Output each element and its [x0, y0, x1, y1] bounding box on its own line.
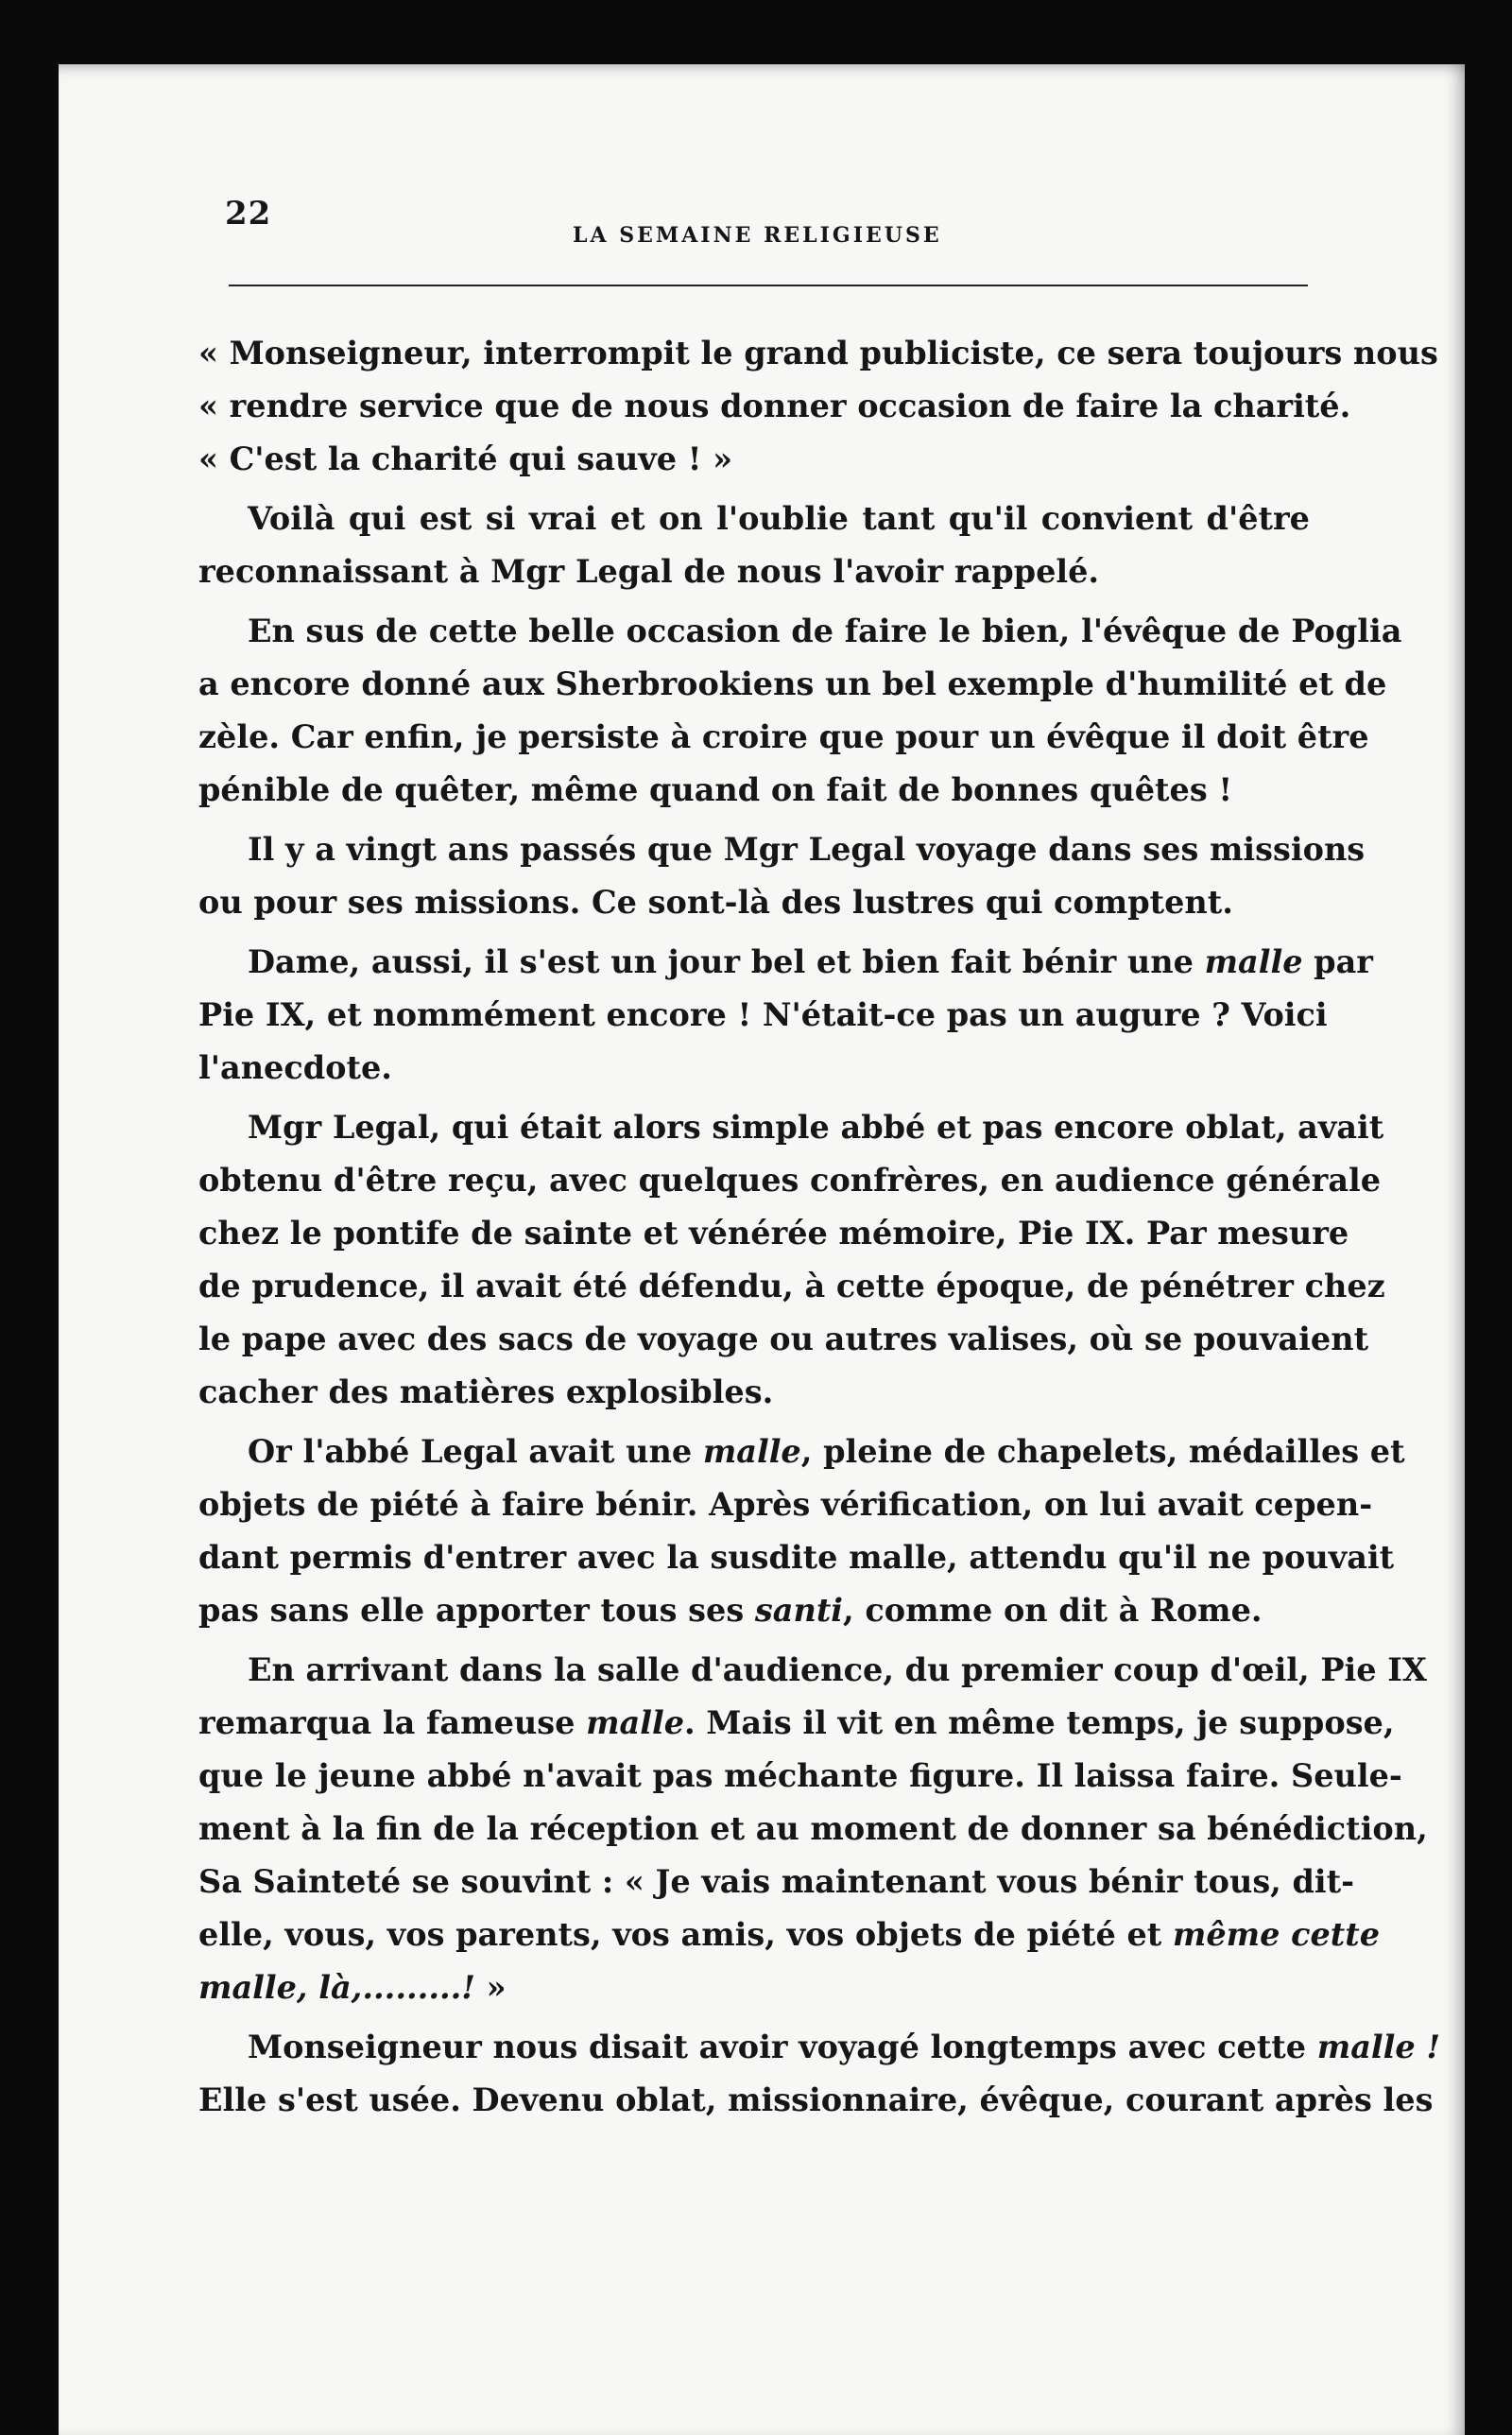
- text-line: de prudence, il avait été défendu, à cette époque, de pénétrer chez: [198, 1268, 1385, 1304]
- header-rule: [229, 285, 1308, 286]
- text-line: « C'est la charité qui sauve ! »: [198, 440, 733, 477]
- text-line: zèle. Car enfin, je persiste à croire que pour un évêque il doit être: [198, 718, 1369, 755]
- text-line: Sa Sainteté se souvint : « Je vais maintenant vous bénir tous, dit-: [198, 1863, 1355, 1900]
- text-line: Or l'abbé Legal avait une malle, pleine de chapelets, médailles et: [248, 1433, 1405, 1470]
- text-line: ment à la fin de la réception et au moment de donner sa bénédiction,: [198, 1810, 1428, 1847]
- text-line: malle, là,.........! »: [198, 1969, 507, 2006]
- text-line: que le jeune abbé n'avait pas méchante figure. Il laissa faire. Seule-: [198, 1757, 1402, 1794]
- text-line: pas sans elle apporter tous ses santi, comme on dit à Rome.: [198, 1592, 1263, 1629]
- text-line: Elle s'est usée. Devenu oblat, missionnaire, évêque, courant après les: [198, 2081, 1434, 2118]
- body-text: [198, 327, 1441, 2250]
- running-head: LA SEMAINE RELIGIEUSE: [573, 223, 942, 248]
- text-line: cacher des matières explosibles.: [198, 1373, 774, 1410]
- page-number: 22: [225, 195, 272, 233]
- text-line: Il y a vingt ans passés que Mgr Legal voyage dans ses missions: [248, 831, 1366, 868]
- text-line: reconnaissant à Mgr Legal de nous l'avoir rappelé.: [198, 553, 1100, 590]
- text-line: le pape avec des sacs de voyage ou autres valises, où se pouvaient: [198, 1321, 1369, 1357]
- text-line: Mgr Legal, qui était alors simple abbé et pas encore oblat, avait: [248, 1109, 1384, 1146]
- text-line: Voilà qui est si vrai et on l'oublie tant qu'il convient d'être: [248, 500, 1310, 537]
- text-line: dant permis d'entrer avec la susdite malle, attendu qu'il ne pouvait: [198, 1539, 1395, 1576]
- text-line: chez le pontife de sainte et vénérée mémoire, Pie IX. Par mesure: [198, 1215, 1349, 1252]
- text-line: l'anecdote.: [198, 1049, 392, 1086]
- text-line: Pie IX, et nommément encore ! N'était-ce pas un augure ? Voici: [198, 996, 1328, 1033]
- text-line: « rendre service que de nous donner occasion de faire la charité.: [198, 388, 1351, 424]
- text-line: obtenu d'être reçu, avec quelques confrères, en audience générale: [198, 1162, 1382, 1199]
- text-line: objets de piété à faire bénir. Après vérification, on lui avait cepen-: [198, 1486, 1373, 1523]
- text-line: « Monseigneur, interrompit le grand publiciste, ce sera toujours nous: [198, 335, 1438, 371]
- text-line: elle, vous, vos parents, vos amis, vos objets de piété et même cette: [198, 1916, 1381, 1953]
- text-line: Dame, aussi, il s'est un jour bel et bien fait bénir une malle par: [248, 943, 1373, 980]
- text-line: remarqua la fameuse malle. Mais il vit en même temps, je suppose,: [198, 1704, 1395, 1741]
- text-line: En arrivant dans la salle d'audience, du premier coup d'œil, Pie IX: [248, 1651, 1427, 1688]
- text-line: En sus de cette belle occasion de faire le bien, l'évêque de Poglia: [248, 613, 1402, 649]
- text-line: pénible de quêter, même quand on fait de bonnes quêtes !: [198, 771, 1233, 808]
- text-line: a encore donné aux Sherbrookiens un bel exemple d'humilité et de: [198, 665, 1387, 702]
- text-line: Monseigneur nous disait avoir voyagé longtemps avec cette malle !: [248, 2029, 1441, 2065]
- text-line: ou pour ses missions. Ce sont-là des lustres qui comptent.: [198, 884, 1233, 921]
